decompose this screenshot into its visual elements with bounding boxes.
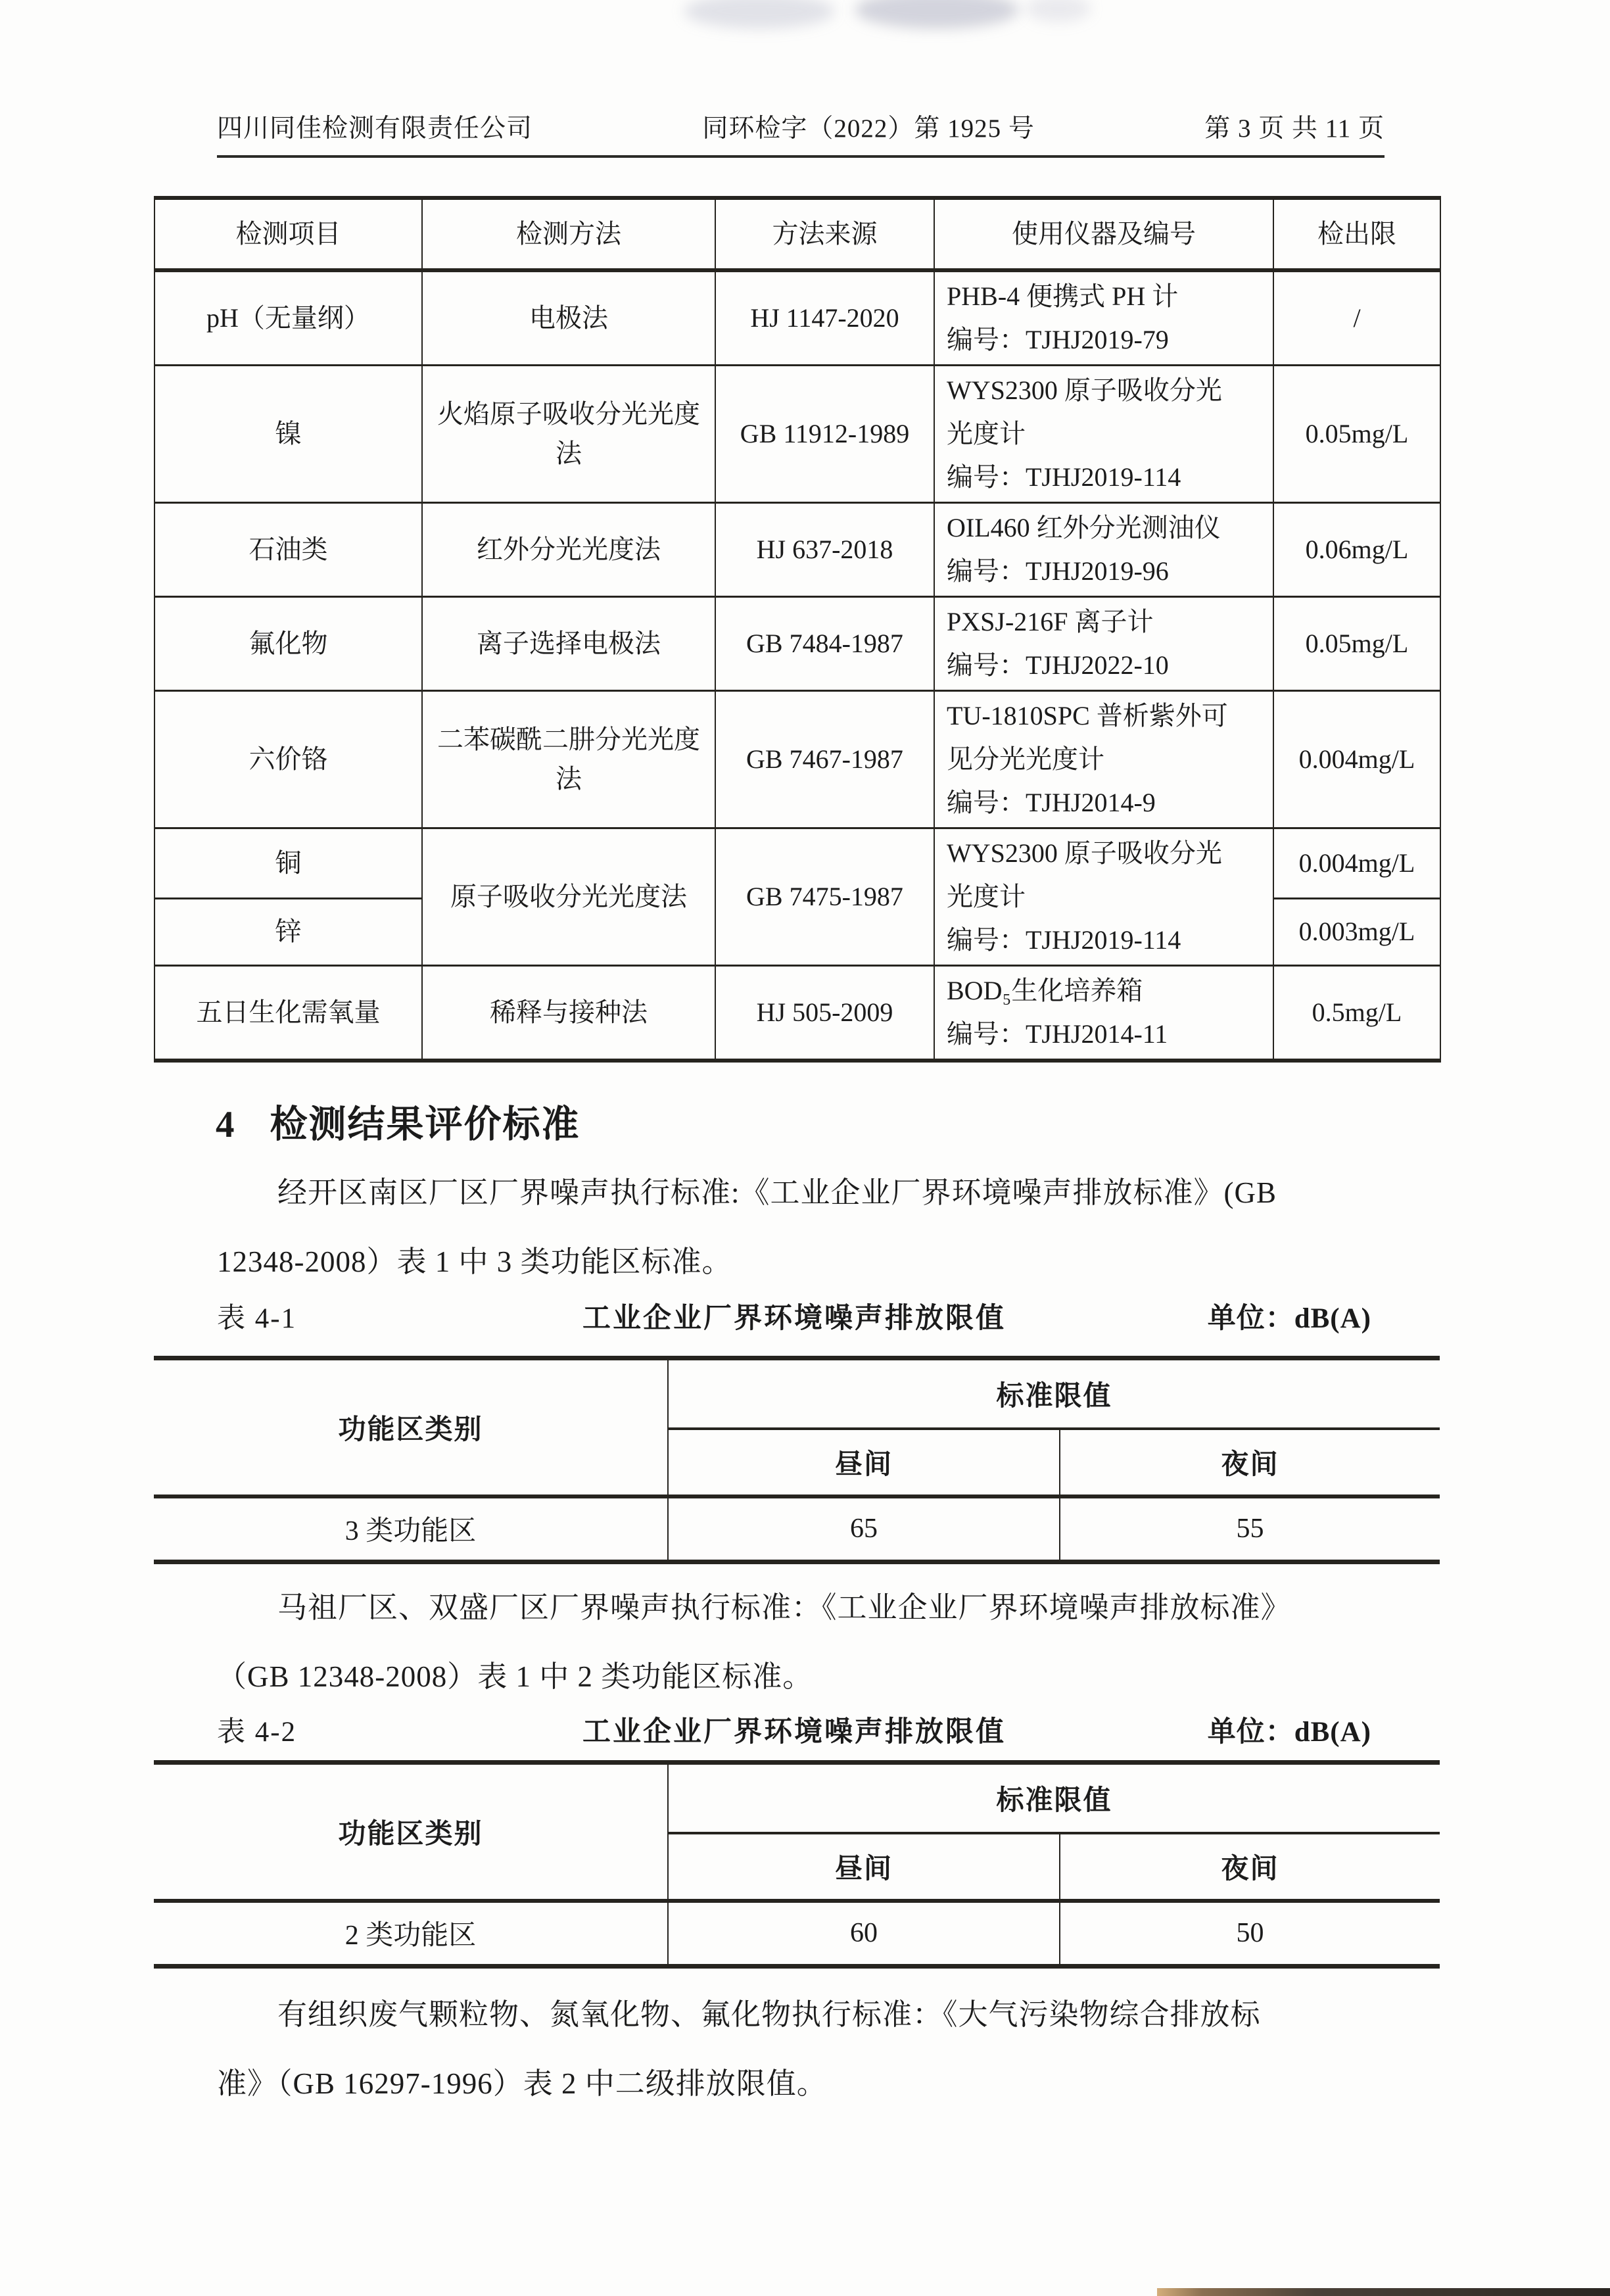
paragraph-noise-standard-south	[217, 1159, 1394, 1297]
cell-method: 红外分光光度法	[422, 503, 715, 597]
table41-unit: 单位：dB(A)	[1207, 1303, 1371, 1334]
cell-source: GB 11912-1989	[715, 366, 934, 503]
header-item: 检测项目	[154, 198, 422, 270]
table41-header-row1	[154, 1358, 1440, 1429]
paragraph-air-emission-standard	[217, 1980, 1394, 2118]
table-row-ph	[154, 270, 1440, 366]
page-number: 第 3 页 共 11 页	[1204, 114, 1385, 143]
method-table-header-row	[154, 198, 1440, 270]
cell-method: 稀释与接种法	[422, 966, 715, 1061]
table-row-bod5	[154, 966, 1440, 1061]
noise-limit-table-41	[154, 1356, 1440, 1564]
cell-instrument: TU-1810SPC 普析紫外可 见分光光度计 编号：TJHJ2014-9	[934, 691, 1273, 828]
cell-item: 锌	[154, 898, 422, 965]
table41-day-value: 65	[668, 1496, 1060, 1562]
table41-data-row	[154, 1496, 1440, 1562]
cell-item: 镍	[154, 366, 422, 503]
cell-instrument: BOD₅生化培养箱 编号：TJHJ2014-11	[934, 966, 1273, 1061]
table42-category: 2 类功能区	[154, 1901, 668, 1967]
table41-title: 工业企业厂界环境噪声排放限值	[582, 1303, 1006, 1334]
table42-data-row	[154, 1901, 1440, 1967]
cell-limit: 0.003mg/L	[1273, 898, 1440, 965]
cell-limit: /	[1273, 270, 1440, 366]
table42-day-value: 60	[668, 1901, 1060, 1967]
table42-night-header: 夜间	[1060, 1833, 1440, 1901]
cell-item: 六价铬	[154, 691, 422, 828]
cell-item: 铜	[154, 828, 422, 899]
paragraph-line: 经开区南区厂区厂界噪声执行标准:《工业企业厂界环境噪声排放标准》(GB	[277, 1176, 1277, 1209]
header-limit: 检出限	[1273, 198, 1440, 270]
table41-category: 3 类功能区	[154, 1496, 668, 1562]
cell-limit: 0.004mg/L	[1273, 691, 1440, 828]
cell-instrument: OIL460 红外分光测油仪 编号：TJHJ2019-96	[934, 503, 1273, 597]
cell-method: 离子选择电极法	[422, 597, 715, 691]
table42-night-value: 50	[1236, 1918, 1264, 1949]
cell-method: 二苯碳酰二肼分光光度法	[422, 691, 715, 828]
cell-limit: 0.05mg/L	[1273, 366, 1440, 503]
header-instrument: 使用仪器及编号	[934, 198, 1273, 270]
document-number: 同环检字（2022）第 1925 号	[702, 114, 1035, 143]
cell-instrument-merged: WYS2300 原子吸收分光 光度计 编号：TJHJ2019-114	[934, 828, 1273, 966]
paragraph-line: 准》（GB 16297-1996）表 2 中二级排放限值。	[217, 2067, 827, 2100]
table-row-petroleum	[154, 503, 1440, 597]
cell-item: pH（无量纲）	[154, 270, 422, 366]
page-content	[154, 0, 1440, 2118]
cell-method-merged: 原子吸收分光光度法	[422, 828, 715, 966]
cell-item: 氟化物	[154, 597, 422, 691]
table41-night-header: 夜间	[1060, 1429, 1440, 1496]
cell-item: 五日生化需氧量	[154, 966, 422, 1061]
cell-item: 石油类	[154, 503, 422, 597]
scan-edge-artifact	[1157, 2288, 1610, 2296]
cell-source: HJ 1147-2020	[715, 270, 934, 366]
table41-night-value: 55	[1236, 1514, 1264, 1544]
cell-method: 火焰原子吸收分光光度法	[422, 366, 715, 503]
cell-source: GB 7467-1987	[715, 691, 934, 828]
cell-limit: 0.5mg/L	[1273, 966, 1440, 1061]
header-method: 检测方法	[422, 198, 715, 270]
table42-group-header: 标准限值	[668, 1763, 1440, 1833]
table41-label: 表 4-1	[217, 1303, 297, 1334]
cell-limit: 0.004mg/L	[1273, 828, 1440, 899]
page-header	[217, 108, 1385, 158]
cell-limit: 0.05mg/L	[1273, 597, 1440, 691]
table42-day-header: 昼间	[668, 1833, 1060, 1901]
table42-caption	[154, 1713, 1440, 1752]
paragraph-line: （GB 12348-2008）表 1 中 2 类功能区标准。	[217, 1660, 813, 1693]
table41-caption	[154, 1299, 1440, 1339]
method-table	[154, 196, 1441, 1063]
cell-limit: 0.06mg/L	[1273, 503, 1440, 597]
table41-zone-header: 功能区类别	[154, 1358, 668, 1496]
table42-zone-header: 功能区类别	[154, 1763, 668, 1901]
table-row-nickel	[154, 366, 1440, 503]
cell-instrument: WYS2300 原子吸收分光 光度计 编号：TJHJ2019-114	[934, 366, 1273, 503]
cell-instrument: PXSJ-216F 离子计 编号：TJHJ2022-10	[934, 597, 1273, 691]
cell-source: HJ 637-2018	[715, 503, 934, 597]
header-source: 方法来源	[715, 198, 934, 270]
table42-unit: 单位：dB(A)	[1207, 1717, 1371, 1748]
section-heading	[216, 1094, 1440, 1148]
company-name: 四川同佳检测有限责任公司	[217, 114, 533, 143]
section-number: 4	[216, 1104, 236, 1145]
cell-source-merged: GB 7475-1987	[715, 828, 934, 966]
section-title: 检测结果评价标准	[270, 1104, 580, 1145]
table42-title: 工业企业厂界环境噪声排放限值	[582, 1717, 1006, 1748]
table-row-fluoride	[154, 597, 1440, 691]
table41-group-header: 标准限值	[668, 1358, 1440, 1429]
cell-instrument: PHB-4 便携式 PH 计 编号：TJHJ2019-79	[934, 270, 1273, 366]
table42-label: 表 4-2	[217, 1717, 297, 1748]
cell-source: HJ 505-2009	[715, 966, 934, 1061]
table42-header-row1	[154, 1763, 1440, 1833]
cell-method: 电极法	[422, 270, 715, 366]
table-row-copper	[154, 828, 1440, 899]
paragraph-line: 12348-2008）表 1 中 3 类功能区标准。	[217, 1245, 732, 1278]
cell-source: GB 7484-1987	[715, 597, 934, 691]
paragraph-line: 马祖厂区、双盛厂区厂界噪声执行标准：《工业企业厂界环境噪声排放标准》	[277, 1591, 1291, 1624]
paragraph-noise-standard-mazu	[217, 1573, 1394, 1711]
table41-day-header: 昼间	[668, 1429, 1060, 1496]
table-row-hexavalent-chromium	[154, 691, 1440, 828]
paragraph-line: 有组织废气颗粒物、氮氧化物、氟化物执行标准：《大气污染物综合排放标	[277, 1998, 1261, 2031]
noise-limit-table-42	[154, 1760, 1440, 1969]
